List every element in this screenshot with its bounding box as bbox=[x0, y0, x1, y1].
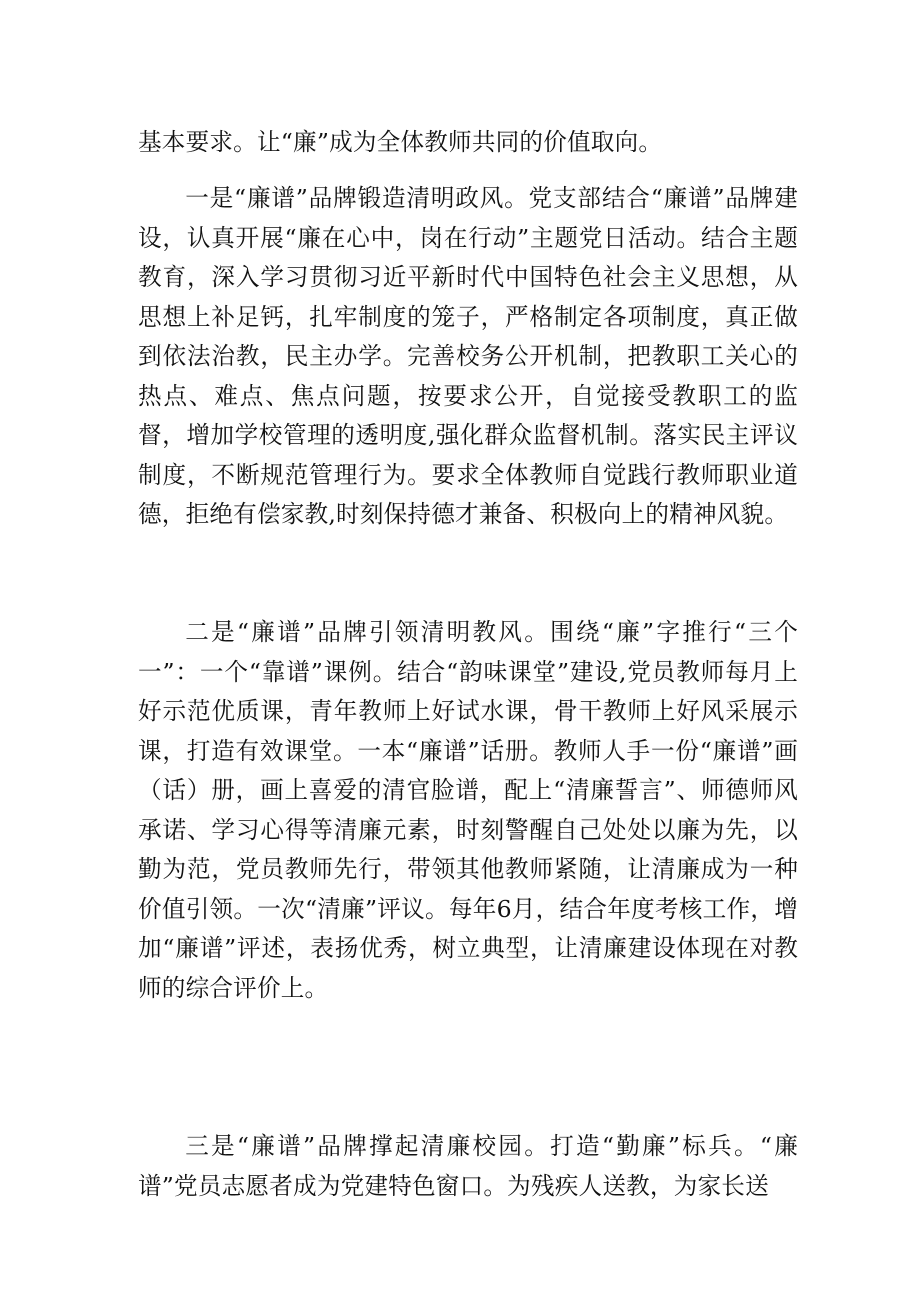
paragraph-clean-teaching bbox=[138, 613, 798, 1008]
paragraph-text: 三是“廉谱”品牌撑起清廉校园。打造“勤廉”标兵。“廉谱”党员志愿者成为党建特色窗口。为残疾人送教，为家长送 bbox=[138, 1132, 798, 1200]
paragraph-text: 二是“廉谱”品牌引领清明教风。围绕“廉”字推行“三个一”：一个“靠谱”课例。结合“韵味课堂”建设,党员教师每月上好示范优质课，青年教师上好试水课，骨干教师上好风采展示课，打造有效课堂。一本“廉谱”话册。教师人手一份“廉谱”画（话）册，画上喜爱的清官脸谱，配上“清廉誓言”、师德师风承诺、学习心得等清廉元素，时刻警醒自己处处以廉为先，以勤为范，党员教师先行，带领其他教师紧随，让清廉成为一种价值引领。一次“清廉”评议。每年6月，结合年度考核工作，增加“廉谱”评述，表扬优秀，树立典型，让清廉建设体现在对教师的综合评价上。 bbox=[138, 618, 798, 1002]
paragraph-text: 基本要求。让“廉”成为全体教师共同的价值取向。 bbox=[138, 128, 663, 156]
paragraph-clean-campus bbox=[138, 1127, 798, 1206]
paragraph-continuation bbox=[138, 123, 798, 163]
paragraph-text: 一是“廉谱”品牌锻造清明政风。党支部结合“廉谱”品牌建设，认真开展“廉在心中，岗在行动”主题党日活动。结合主题教育，深入学习贯彻习近平新时代中国特色社会主义思想，从思想上补足钙，扎牢制度的笼子，严格制定各项制度，真正做到依法治教，民主办学。完善校务公开机制，把教职工关心的热点、难点、焦点问题，按要求公开，自觉接受教职工的监督，增加学校管理的透明度,强化群众监督机制。落实民主评议制度，不断规范管理行为。要求全体教师自觉践行教师职业道德，拒绝有偿家教,时刻保持德才兼备、积极向上的精神风貌。 bbox=[138, 184, 798, 528]
paragraph-clean-governance bbox=[138, 179, 798, 535]
